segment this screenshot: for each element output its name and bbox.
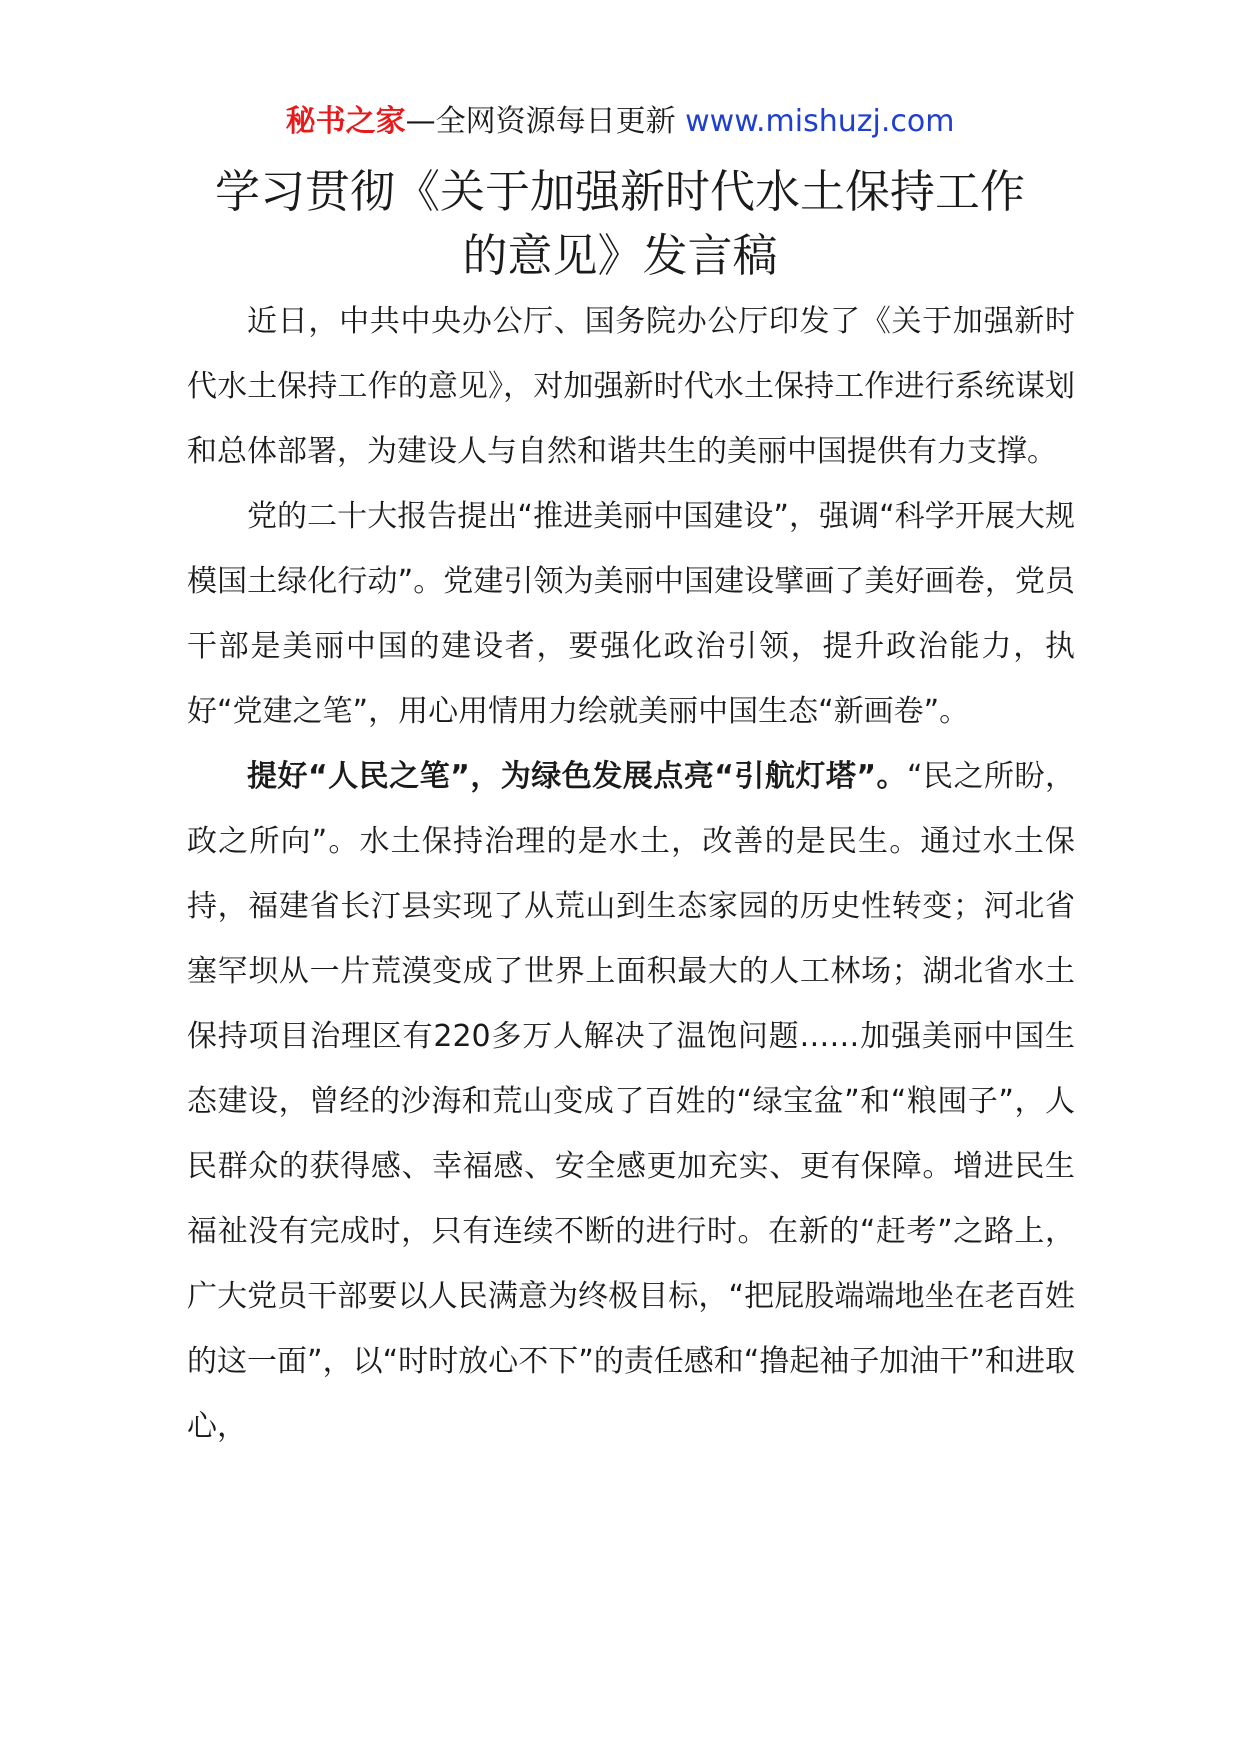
paragraph-3-lead: 提好“人民之笔”，为绿色发展点亮“引航灯塔”。 bbox=[247, 759, 908, 794]
document-body bbox=[187, 289, 1075, 1459]
header-tagline: —全网资源每日更新 bbox=[405, 104, 686, 139]
brand-name: 秘书之家 bbox=[285, 104, 406, 139]
paragraph-3 bbox=[187, 744, 1075, 1459]
title-line-2: 的意见》发言稿 bbox=[462, 229, 778, 282]
site-header bbox=[0, 100, 1240, 144]
paragraph-3-text: “民之所盼，政之所向”。水土保持治理的是水土，改善的是民生。通过水土保持，福建省长汀县实现了从荒山到生态家园的历史性转变；河北省塞罕坝从一片荒漠变成了世界上面积最大的人工林场；湖北省水土保持项目治理区有220多万人解决了温饱问题……加强美丽中国生态建设，曾经的沙海和荒山变成了百姓的“绿宝盆”和“粮囤子”，人民群众的获得感、幸福感、安全感更加充实、更有保障。增进民生福祉没有完成时，只有连续不断的进行时。在新的“赶考”之路上，广大党员干部要以人民满意为终极目标，“把屁股端端地坐在老百姓的这一面”，以“时时放心不下”的责任感和“撸起袖子加油干”和进取心， bbox=[187, 759, 1075, 1444]
document-title bbox=[0, 160, 1240, 288]
site-url-link[interactable]: www.mishuzj.com bbox=[685, 104, 955, 139]
paragraph-2-text: 党的二十大报告提出“推进美丽中国建设”，强调“科学开展大规模国土绿化行动”。党建引领为美丽中国建设擘画了美好画卷，党员干部是美丽中国的建设者，要强化政治引领，提升政治能力，执好“党建之笔”，用心用情用力绘就美丽中国生态“新画卷”。 bbox=[187, 499, 1075, 729]
paragraph-1 bbox=[187, 289, 1075, 484]
paragraph-1-text: 近日，中共中央办公厅、国务院办公厅印发了《关于加强新时代水土保持工作的意见》，对加强新时代水土保持工作进行系统谋划和总体部署，为建设人与自然和谐共生的美丽中国提供有力支撑。 bbox=[187, 304, 1075, 469]
paragraph-2 bbox=[187, 484, 1075, 744]
title-line-1: 学习贯彻《关于加强新时代水土保持工作 bbox=[214, 165, 1025, 218]
